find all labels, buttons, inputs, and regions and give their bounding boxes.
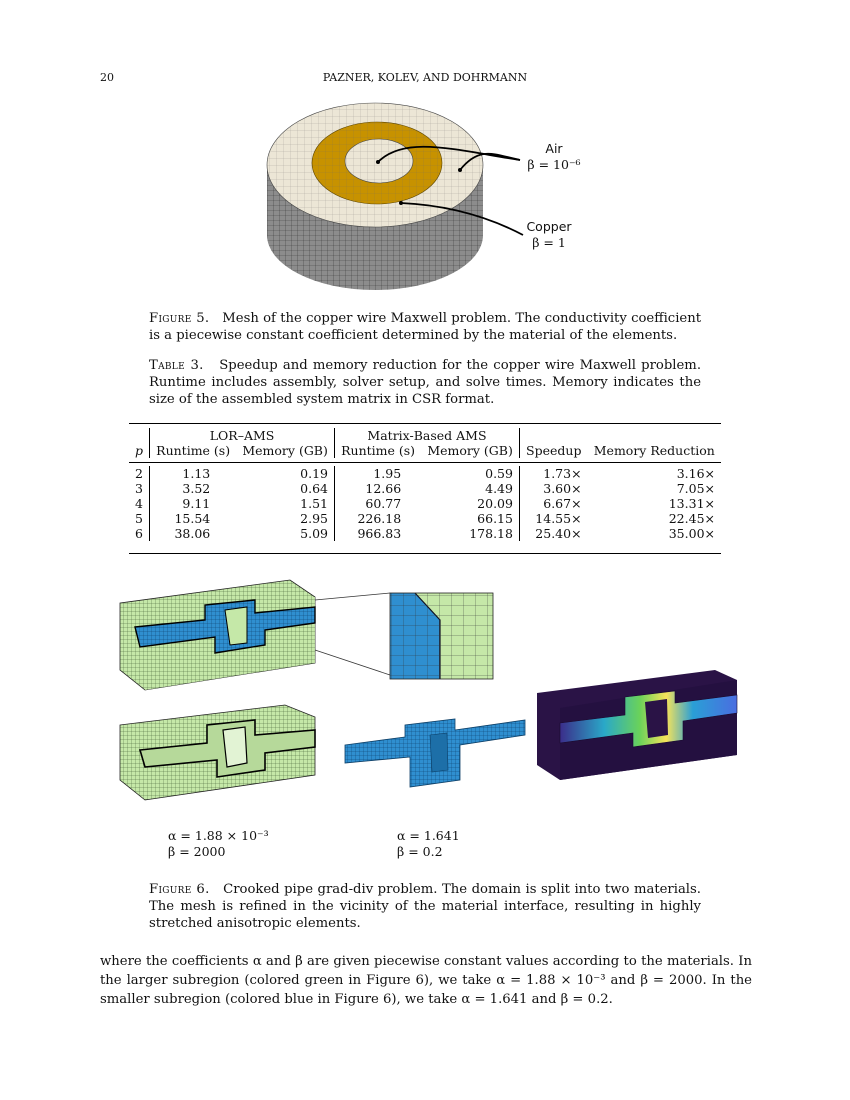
- col-header-p: p: [129, 443, 150, 458]
- cell-lor-memory: 2.95: [236, 511, 334, 526]
- cell-memory-reduction: 3.16×: [676, 466, 715, 481]
- cell-mb-memory: 178.18: [421, 526, 519, 541]
- beta-green: β = 2000: [168, 844, 226, 859]
- alpha-green: α = 1.88 × 10⁻³: [168, 828, 269, 843]
- cell-mb-runtime: 226.18: [357, 511, 402, 526]
- group-header-lor: LOR–AMS: [150, 428, 335, 443]
- col-header-lor-memory: Memory (GB): [236, 443, 334, 458]
- table-row: [129, 481, 721, 496]
- air-label-name: Air: [545, 141, 563, 156]
- cell-lor-memory: 0.64: [236, 481, 334, 496]
- figure6-crooked-pipe: [115, 575, 745, 820]
- cell-mb-memory: 4.49: [421, 481, 519, 496]
- cell-lor-runtime: 15.54: [174, 511, 211, 526]
- copper-label: [526, 219, 572, 251]
- air-label: [526, 141, 582, 173]
- cell-p: 5: [129, 511, 150, 526]
- cell-memory-reduction: 7.05×: [676, 481, 715, 496]
- copper-label-name: Copper: [526, 219, 572, 234]
- figure6-caption-text: Crooked pipe grad-div problem. The domain is split into two materials. The mesh is refined in the vicinity of the material interface, resulting in highly stretched anisotropic elements.: [149, 882, 701, 931]
- cell-lor-runtime: 38.06: [174, 526, 211, 541]
- cell-mb-runtime: 966.83: [357, 526, 402, 541]
- cell-speedup: 3.60×: [543, 481, 582, 496]
- table-row: [129, 511, 721, 526]
- cell-p: 4: [129, 496, 150, 511]
- table3-caption-label: Table 3.: [149, 358, 204, 373]
- pipe-solution-field: [537, 670, 737, 780]
- cell-speedup: 1.73×: [543, 466, 582, 481]
- figure5-caption-text: Mesh of the copper wire Maxwell problem. The conductivity coefficient is a piecewise constant coefficient determined by the material of the elements.: [149, 311, 702, 343]
- pipe-blue-subregion: [345, 719, 525, 787]
- cell-lor-runtime: 3.52: [182, 481, 211, 496]
- table-row: [129, 466, 721, 481]
- col-header-mb-runtime: Runtime (s): [341, 443, 416, 458]
- cell-lor-memory: 1.51: [236, 496, 334, 511]
- figure6-caption-label: Figure 6.: [149, 882, 210, 897]
- col-header-memory-reduction: Memory Reduction: [593, 443, 715, 458]
- table3: [129, 428, 721, 541]
- cell-lor-runtime: 9.11: [182, 496, 211, 511]
- table-row: [129, 526, 721, 541]
- table3-caption: [149, 357, 701, 408]
- col-header-speedup: Speedup: [526, 443, 582, 458]
- cell-memory-reduction: 13.31×: [668, 496, 715, 511]
- col-header-lor-runtime: Runtime (s): [156, 443, 231, 458]
- cell-p: 6: [129, 526, 150, 541]
- cell-mb-memory: 20.09: [421, 496, 519, 511]
- cell-mb-memory: 66.15: [421, 511, 519, 526]
- copper-label-coef: β = 1: [532, 235, 566, 250]
- alpha-blue: α = 1.641: [397, 828, 460, 843]
- cell-mb-runtime: 12.66: [365, 481, 402, 496]
- cell-speedup: 14.55×: [535, 511, 582, 526]
- cell-mb-memory: 0.59: [421, 466, 519, 481]
- params-green: [168, 828, 269, 860]
- cell-speedup: 6.67×: [543, 496, 582, 511]
- cell-memory-reduction: 35.00×: [668, 526, 715, 541]
- page-number: 20: [100, 71, 114, 84]
- pipe-green-subregion: [120, 705, 315, 800]
- body-paragraph: where the coefficients α and β are given piecewise constant values according to the materials. In the larger subregion (colored green in Figure 6), we take α = 1.88 × 10⁻³ and β = 2000. In the smaller subregion (colored blue in Figure 6), we take α = 1.641 and β = 0.2.: [100, 954, 752, 1007]
- figure6-caption: [149, 881, 701, 932]
- params-blue: [397, 828, 460, 860]
- group-header-matrix-based: Matrix-Based AMS: [335, 428, 520, 443]
- cell-mb-runtime: 1.95: [373, 466, 402, 481]
- air-label-coef: β = 10⁻⁶: [527, 157, 581, 172]
- cell-lor-memory: 0.19: [236, 466, 334, 481]
- cell-p: 2: [129, 466, 150, 481]
- table-row: [129, 496, 721, 511]
- pipe-cutaway-green-blue: [120, 580, 315, 690]
- cell-mb-runtime: 60.77: [365, 496, 402, 511]
- figure5-cylinder-mesh: [255, 95, 595, 295]
- cell-p: 3: [129, 481, 150, 496]
- mesh-zoom-inset: [390, 593, 493, 679]
- figure5-caption: [149, 310, 701, 344]
- cell-lor-runtime: 1.13: [182, 466, 211, 481]
- cell-memory-reduction: 22.45×: [668, 511, 715, 526]
- running-title: PAZNER, KOLEV, AND DOHRMANN: [322, 71, 528, 84]
- figure5-caption-label: Figure 5.: [149, 311, 210, 326]
- col-header-mb-memory: Memory (GB): [421, 443, 519, 458]
- table3-caption-text: Speedup and memory reduction for the copper wire Maxwell problem. Runtime includes assembly, solver setup, and solve times. Memory indicates the size of the assembled system matrix in CSR format.: [149, 358, 702, 407]
- cell-lor-memory: 5.09: [236, 526, 334, 541]
- cell-speedup: 25.40×: [535, 526, 582, 541]
- beta-blue: β = 0.2: [397, 844, 443, 859]
